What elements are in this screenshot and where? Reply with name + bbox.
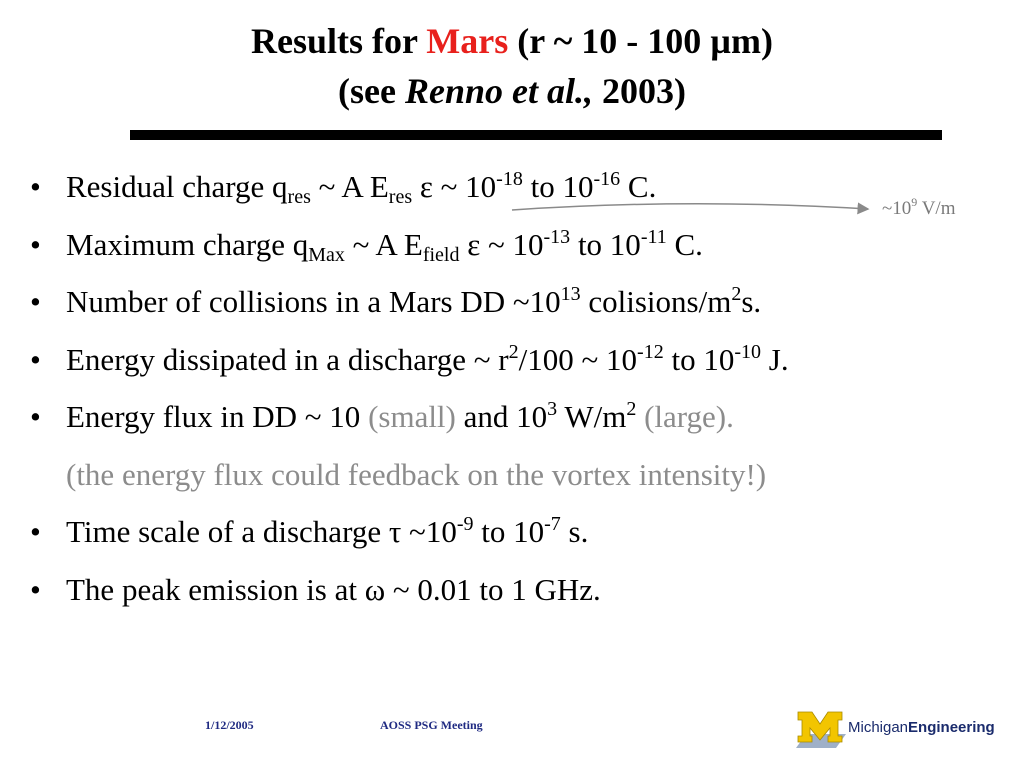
bullet-marker: • <box>30 399 41 434</box>
bullet-marker: • <box>30 571 41 607</box>
small-label: (small) <box>368 399 456 434</box>
bullet-marker: • <box>30 169 41 204</box>
title-mars: Mars <box>426 21 509 61</box>
bullet-text: Residual charge $q_{res}$ ~ A $E_{res}$ ε ~ $10^{-18}$ to $10^{-16}$ C. <box>66 168 657 208</box>
bullet-text: Maximum charge $q_{Max}$ ~ A $E_{field}$ ε ~ $10^{-13}$ to $10^{-11}$ C. <box>66 225 703 266</box>
title-line-1: Results for Mars (r ~ 10 - 100 µm) <box>250 21 774 61</box>
bullet-text: Energy dissipated in a discharge ~ $r^2/100$ ~ $10^{-12}$ to $10^{-10}$ J. <box>66 340 789 377</box>
note-text: (the energy flux could feedback on the vortex intensity!) <box>66 456 767 492</box>
bullet-text: Number of collisions in a Mars DD $\sim 10^{13}$ colisions/$m^2s$. <box>66 283 762 319</box>
bullet-marker: • <box>30 341 41 377</box>
michigan-engineering-wordmark: MichiganEngineering <box>848 719 995 736</box>
footer-date: 1/12/2005 <box>205 718 254 732</box>
title-line-2: (see Renno et al., 2003) <box>338 71 686 111</box>
bullet-marker: • <box>30 284 41 319</box>
bullet-marker: • <box>30 226 41 262</box>
large-label: (large). <box>636 399 734 434</box>
bullet-marker: • <box>30 514 41 549</box>
bullet-text: Energy flux in DD ~ 10 (small) and $10^3$ $W/m^2$ (large). <box>66 398 734 434</box>
bullet-text: The peak emission is at ω ~ 0.01 to 1 GHz. <box>66 571 601 607</box>
title-reference: Renno et al., <box>404 71 593 111</box>
bullet-text: Time scale of a discharge τ $\sim 10^{-9}$ to $10^{-7}$ s. <box>66 513 589 549</box>
footer-meeting: AOSS PSG Meeting <box>380 718 483 732</box>
field-strength-annotation: $\sim 10^9$ V/m <box>882 195 956 219</box>
